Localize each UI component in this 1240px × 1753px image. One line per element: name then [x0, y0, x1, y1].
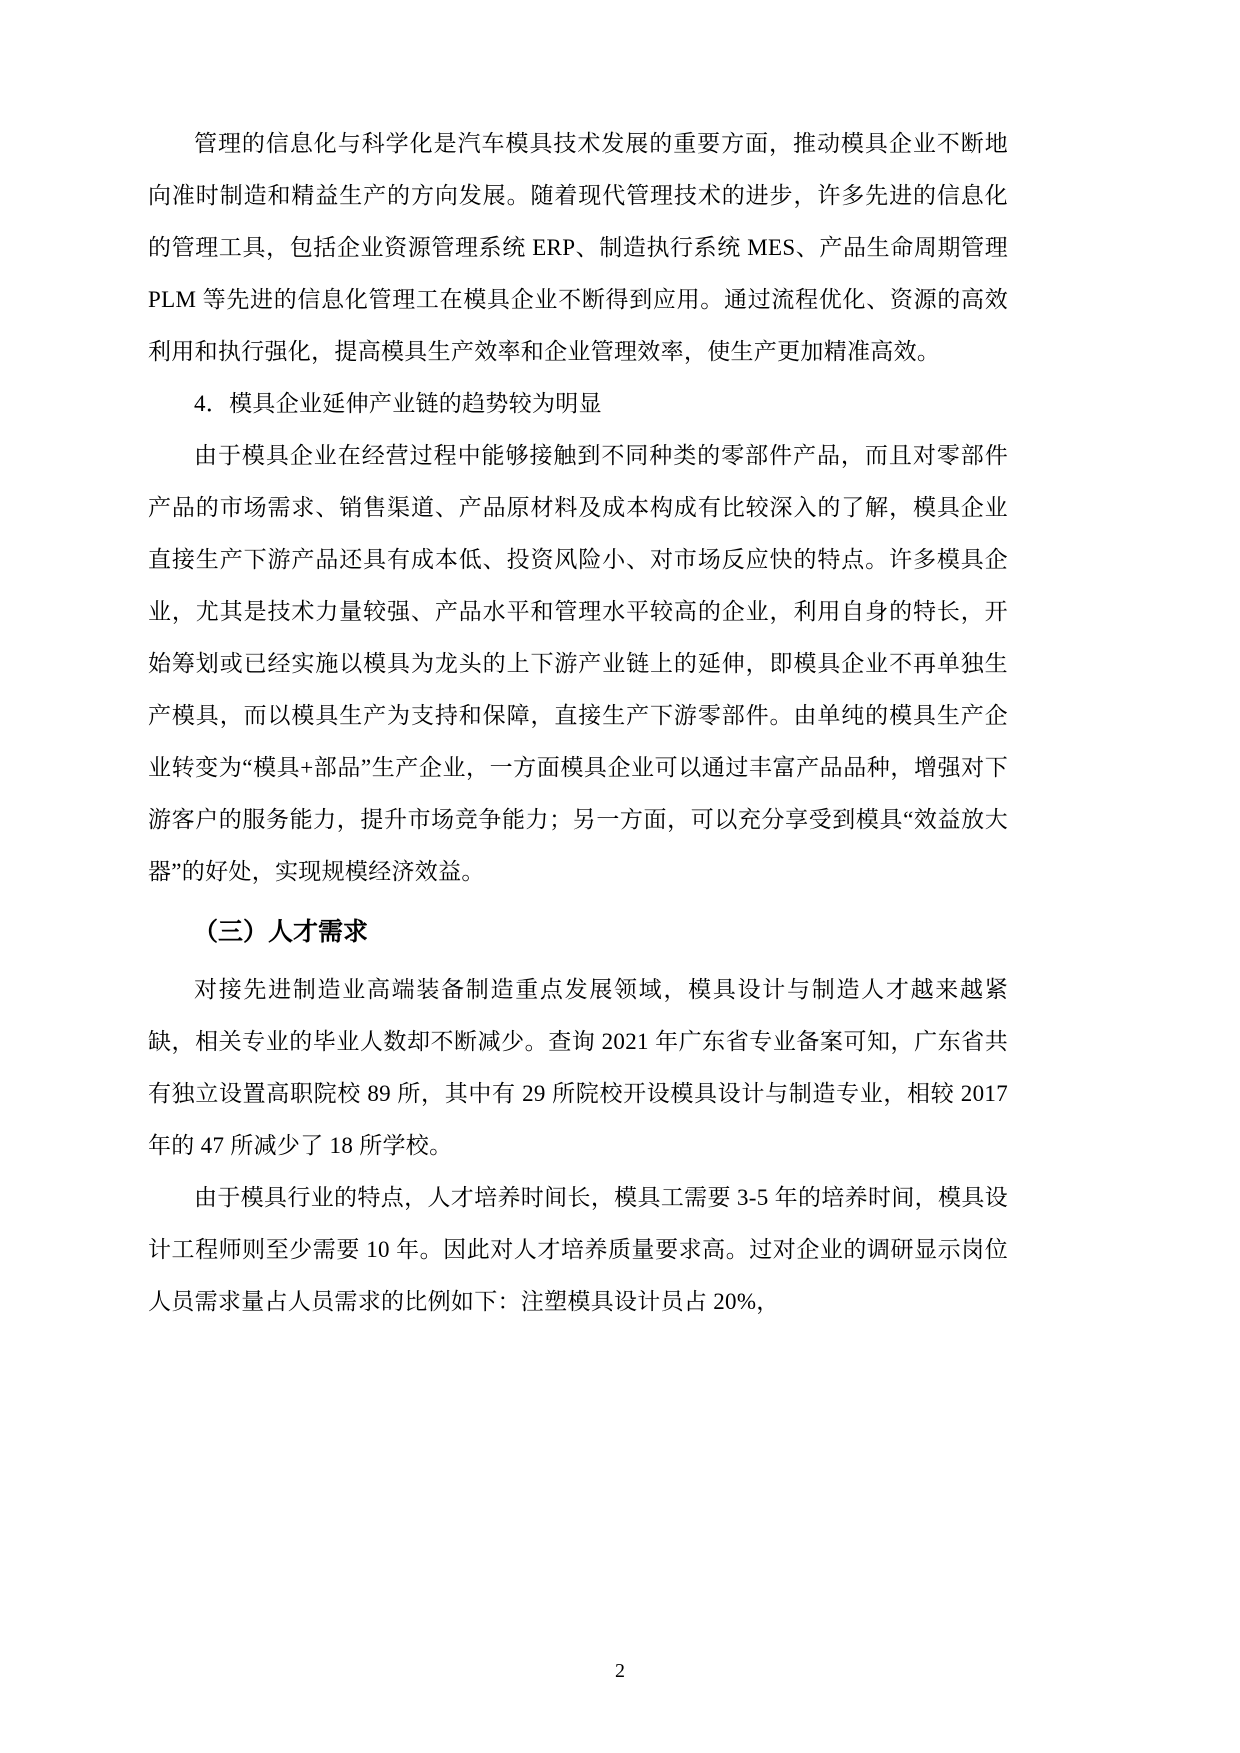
numbered-list-item: 4．模具企业延伸产业链的趋势较为明显	[194, 391, 602, 416]
page-number: 2	[615, 1660, 625, 1682]
page-footer	[0, 1660, 1240, 1683]
document-body	[148, 118, 1008, 1328]
body-paragraph: 由于模具行业的特点，人才培养时间长，模具工需要 3-5 年的培养时间，模具设计工程师则至少需要 10 年。因此对人才培养质量要求高。过对企业的调研显示岗位人员需求量占人员需求的比例如下：注塑模具设计员占 20%，	[148, 1185, 1008, 1314]
body-paragraph: 管理的信息化与科学化是汽车模具技术发展的重要方面，推动模具企业不断地向准时制造和精益生产的方向发展。随着现代管理技术的进步，许多先进的信息化的管理工具，包括企业资源管理系统 ERP、制造执行系统 MES、产品生命周期管理 PLM 等先进的信息化管理工在模具企业不断得到应用。通过流程优化、资源的高效利用和执行强化，提高模具生产效率和企业管理效率，使生产更加精准高效。	[148, 131, 1008, 364]
body-paragraph: 由于模具企业在经营过程中能够接触到不同种类的零部件产品，而且对零部件产品的市场需求、销售渠道、产品原材料及成本构成有比较深入的了解，模具企业直接生产下游产品还具有成本低、投资风险小、对市场反应快的特点。许多模具企业，尤其是技术力量较强、产品水平和管理水平较高的企业，利用自身的特长，开始筹划或已经实施以模具为龙头的上下游产业链上的延伸，即模具企业不再单独生产模具，而以模具生产为支持和保障，直接生产下游零部件。由单纯的模具生产企业转变为“模具+部品”生产企业，一方面模具企业可以通过丰富产品品种，增强对下游客户的服务能力，提升市场竞争能力；另一方面，可以充分享受到模具“效益放大器”的好处，实现规模经济效益。	[148, 443, 1008, 884]
body-paragraph: 对接先进制造业高端装备制造重点发展领域，模具设计与制造人才越来越紧缺，相关专业的毕业人数却不断减少。查询 2021 年广东省专业备案可知，广东省共有独立设置高职院校 89 所，其中有 29 所院校开设模具设计与制造专业，相较 2017 年的 47 所减少了 18 所学校。	[148, 977, 1008, 1158]
section-heading: （三）人才需求	[193, 918, 369, 946]
